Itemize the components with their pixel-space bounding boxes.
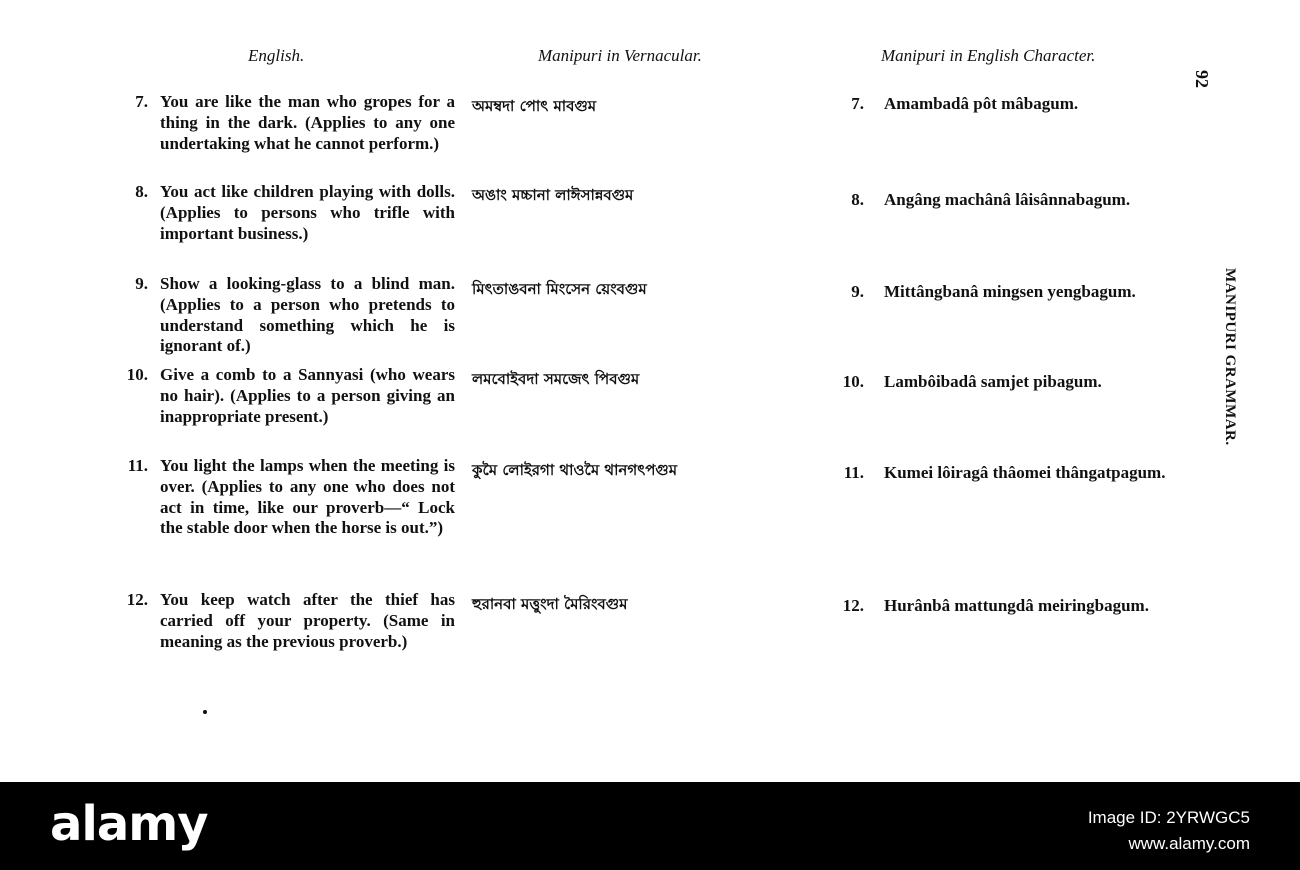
proverb-number: 7.: [851, 94, 864, 113]
proverb-number: 9.: [851, 282, 864, 301]
proverb-transliteration-7: [830, 94, 1175, 115]
proverb-transliteration-12: [830, 596, 1175, 617]
proverb-english-text: You are like the man who gropes for a thing in the dark. (Applies to any one undertaking what he cannot perform.): [160, 92, 455, 153]
proverb-transliteration-text: Angâng machânâ lâisânnabagum.: [884, 190, 1131, 209]
proverb-number: 12.: [126, 590, 148, 609]
proverb-vernacular-9: মিৎতাঙবনা মিংসেন য়েংবগুম: [472, 280, 647, 298]
proverb-transliteration-10: [830, 372, 1175, 393]
proverb-english-text: You light the lamps when the meeting is over. (Applies to any one who does not act in time, like our proverb—“ Lock the stable door when the horse is out.”): [160, 456, 455, 538]
ink-speck: [203, 710, 207, 714]
proverb-vernacular-7: অমম্বদা পোৎ মাবগুম: [472, 97, 597, 115]
proverb-transliteration-text: Hurânbâ mattungdâ meiringbagum.: [884, 596, 1149, 615]
proverb-transliteration-9: [830, 282, 1175, 303]
image-id: Image ID: 2YRWGC5: [1087, 808, 1250, 827]
proverb-transliteration-11: [830, 463, 1175, 484]
proverb-number: 10.: [126, 365, 148, 384]
proverb-vernacular-11: কুমৈ লোইরগা থাওমৈ থানগৎপগুম: [472, 461, 678, 479]
running-head: MANIPURI GRAMMAR.: [1222, 268, 1238, 446]
vernacular-column-header: Manipuri in Vernacular.: [538, 46, 702, 65]
proverb-number: 8.: [135, 182, 148, 201]
proverb-number: 10.: [842, 372, 864, 391]
proverb-english-12: [110, 590, 455, 652]
proverb-english-7: [110, 92, 455, 154]
proverb-english-text: You act like children playing with dolls. (Applies to persons who trifle with important business.): [160, 182, 455, 243]
proverb-transliteration-text: Kumei lôiragâ thâomei thângatpagum.: [884, 463, 1166, 482]
proverb-transliteration-8: [830, 190, 1175, 211]
proverb-english-10: [110, 365, 455, 427]
proverb-number: 11.: [127, 456, 148, 475]
proverb-number: 12.: [842, 596, 864, 615]
proverb-english-text: You keep watch after the thief has carried off your property. (Same in meaning as the previous proverb.): [160, 590, 455, 651]
proverb-number: 7.: [135, 92, 148, 111]
proverb-vernacular-10: লমবোইবদা সমজেৎ পিবগুম: [472, 370, 640, 388]
proverb-transliteration-text: Lambôibadâ samjet pibagum.: [884, 372, 1102, 391]
alamy-logo: alamy: [50, 796, 208, 852]
proverb-english-text: Show a looking-glass to a blind man. (Applies to a person who pretends to understand something which he is ignorant of.): [160, 274, 455, 356]
proverb-number: 11.: [843, 463, 864, 482]
english-column-header: English.: [248, 46, 305, 65]
proverb-transliteration-text: Amambadâ pôt mâbagum.: [884, 94, 1079, 113]
image-id-block: [1088, 805, 1250, 857]
proverb-vernacular-8: অঙাং মচ্চানা লাঈসান্নবগুম: [472, 186, 634, 204]
proverb-transliteration-text: Mittângbanâ mingsen yengbagum.: [884, 282, 1136, 301]
page-number: 92: [1192, 70, 1212, 88]
proverb-english-9: [110, 274, 455, 357]
transliteration-column-header: Manipuri in English Character.: [881, 46, 1096, 65]
proverb-english-11: [110, 456, 455, 539]
proverb-english-8: [110, 182, 455, 244]
site-url: www.alamy.com: [1128, 834, 1250, 853]
proverb-vernacular-12: হুরানবা মত্তুংদা মৈরিংবগুম: [472, 595, 628, 613]
proverb-number: 8.: [851, 190, 864, 209]
proverb-number: 9.: [135, 274, 148, 293]
proverb-english-text: Give a comb to a Sannyasi (who wears no hair). (Applies to a person giving an inappropriate present.): [160, 365, 455, 426]
